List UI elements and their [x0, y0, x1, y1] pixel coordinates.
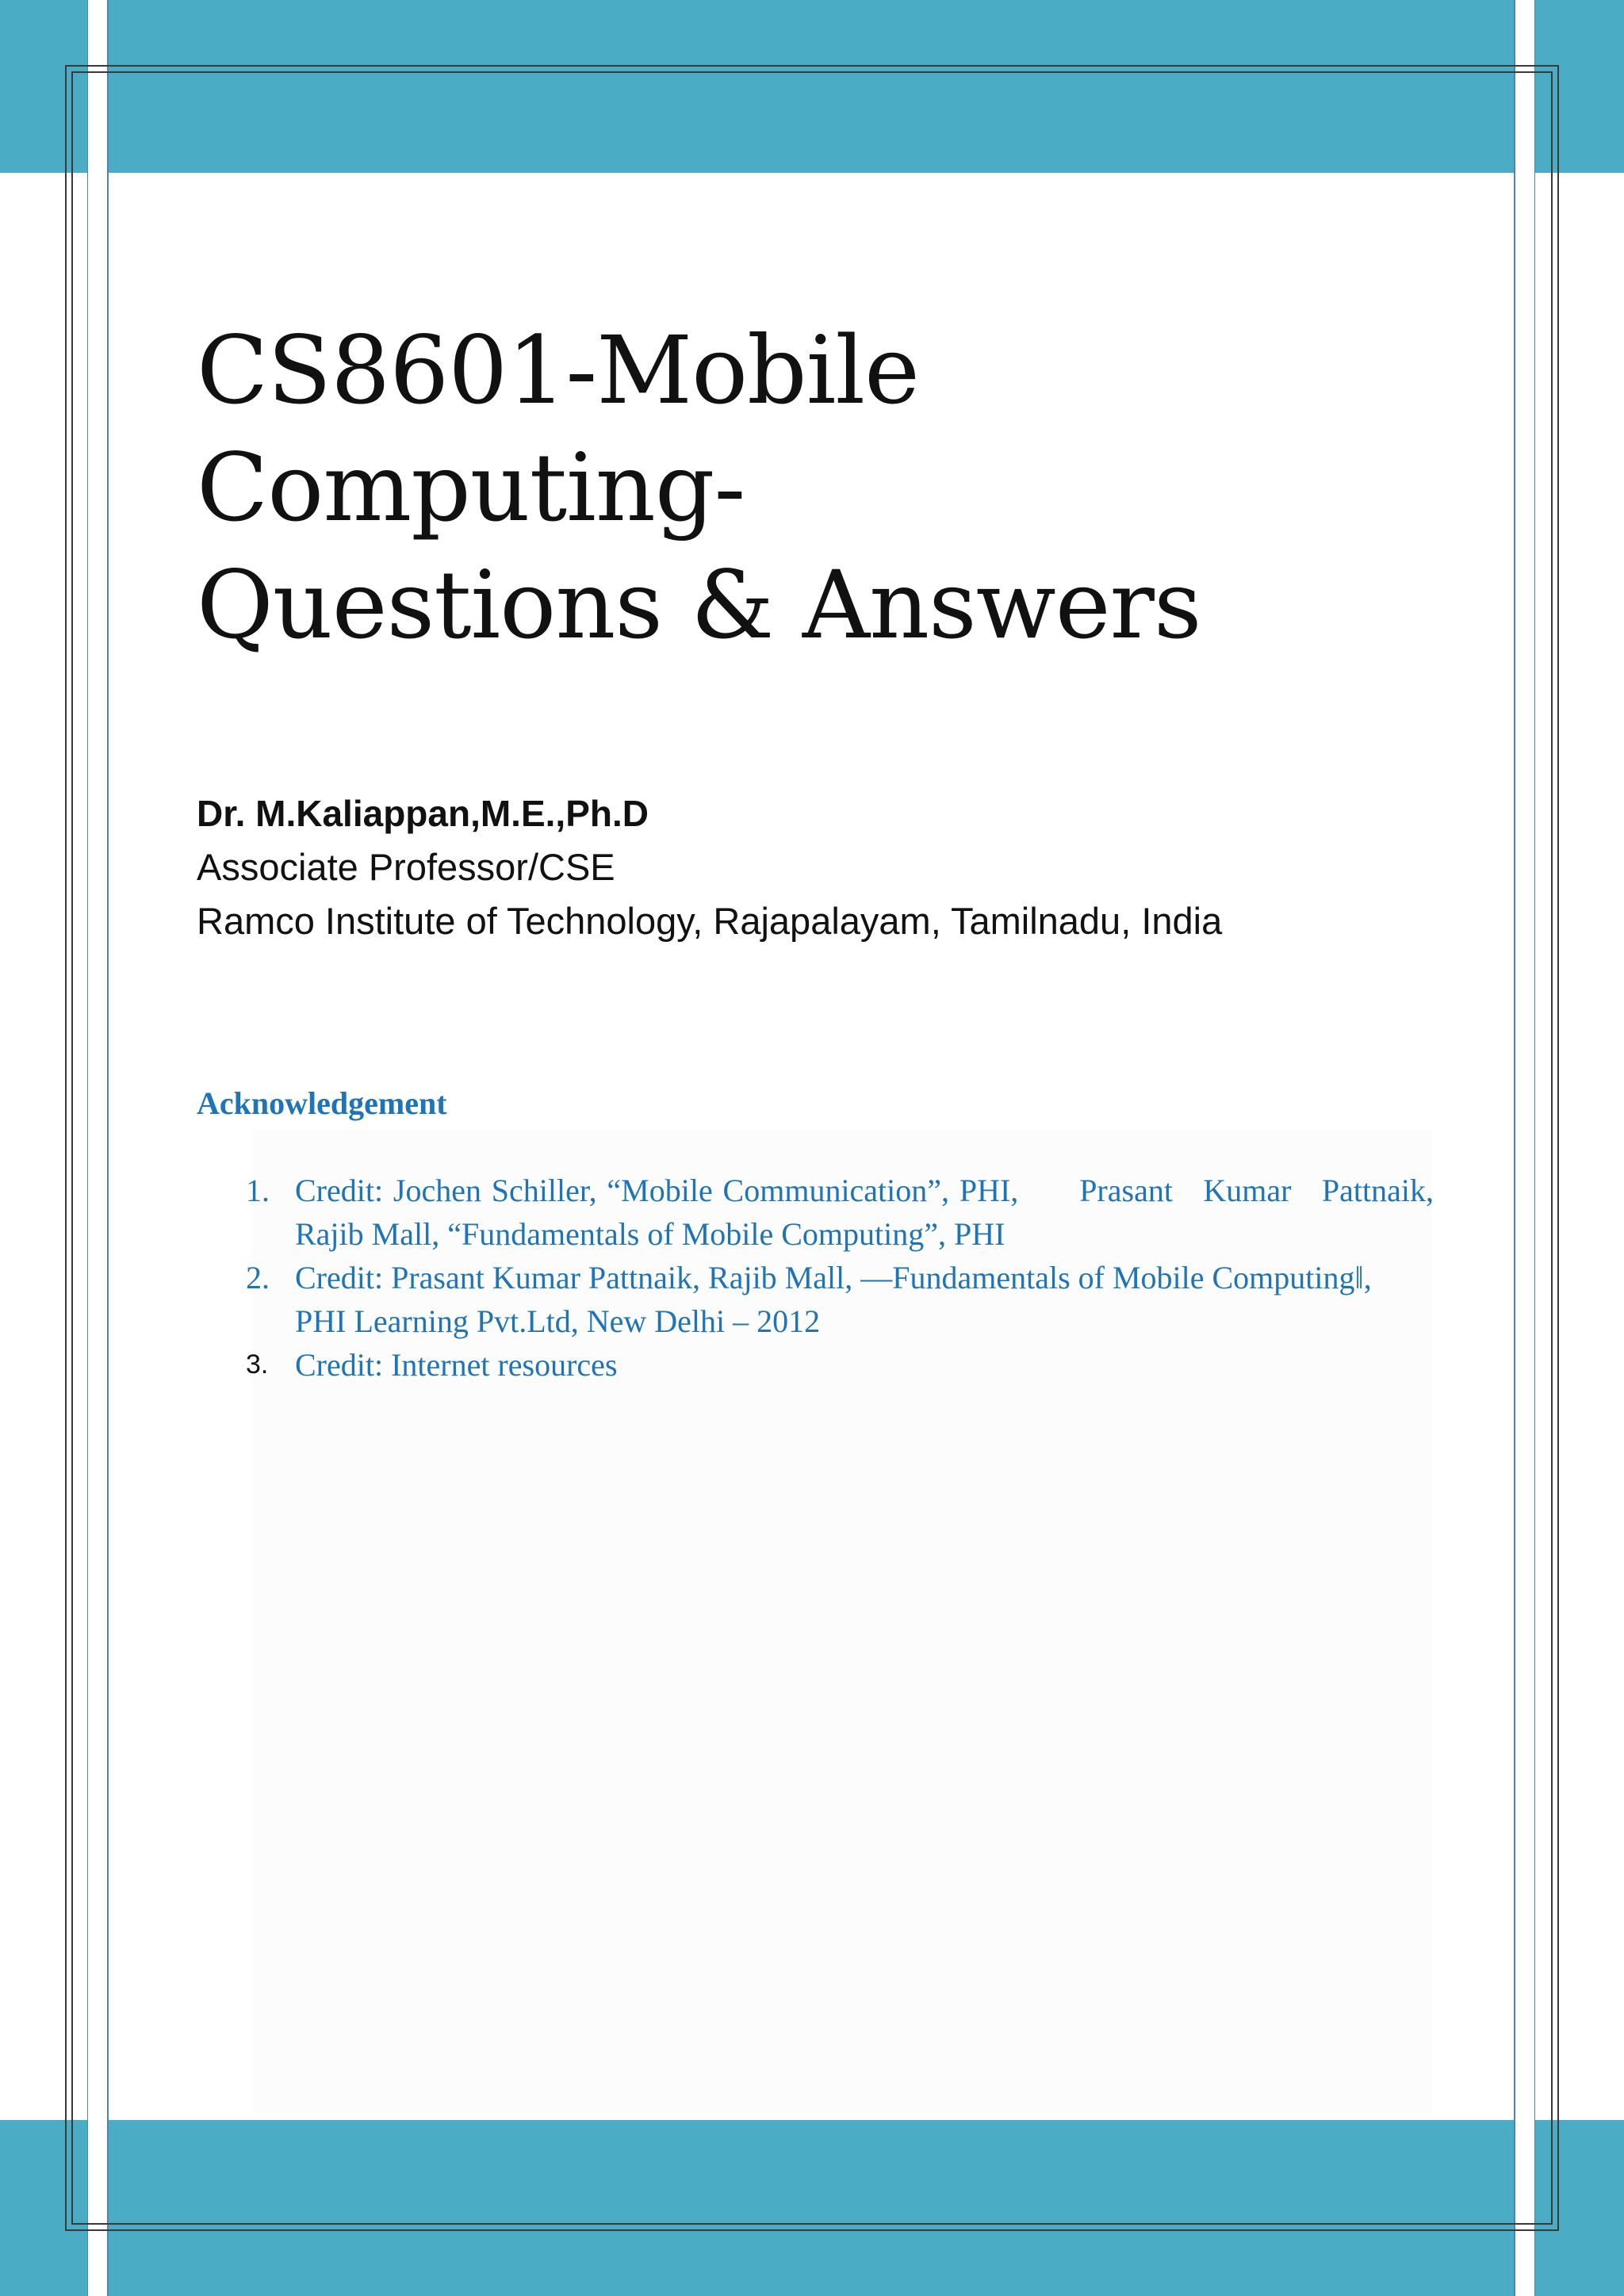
list-item [197, 1256, 1434, 1343]
list-item-number: 1. [246, 1173, 270, 1208]
author-designation: Associate Professor/CSE [197, 846, 615, 888]
list-item [197, 1169, 1434, 1256]
list-item-number: 3. [246, 1349, 269, 1380]
list-item-line: PHI Learning Pvt.Ltd, New Delhi – 2012 [295, 1303, 821, 1339]
title-line-1: CS8601-Mobile Computing- [197, 316, 920, 542]
document-title [197, 312, 1465, 664]
title-line-2: Questions & Answers [197, 550, 1201, 660]
list-item-number: 2. [246, 1260, 270, 1295]
list-item-line: Credit: Prasant Kumar Pattnaik, Rajib Mall, ―Fundamentals of Mobile Computing‖, [295, 1260, 1372, 1295]
acknowledgement-list [197, 1169, 1434, 1387]
list-item-line: Credit: Internet resources [295, 1347, 618, 1383]
author-block [197, 786, 1222, 948]
author-institution: Ramco Institute of Technology, Rajapalayam, Tamilnadu, India [197, 900, 1223, 942]
list-item-line: Rajib Mall, “Fundamentals of Mobile Computing”, PHI [295, 1216, 1005, 1252]
acknowledgement-heading: Acknowledgement [197, 1085, 447, 1121]
list-item [197, 1343, 1434, 1387]
author-name: Dr. M.Kaliappan,M.E.,Ph.D [197, 793, 649, 834]
list-item-line: Credit: Jochen Schiller, “Mobile Communication”, PHI, Prasant Kumar Pattnaik, [295, 1173, 1434, 1208]
